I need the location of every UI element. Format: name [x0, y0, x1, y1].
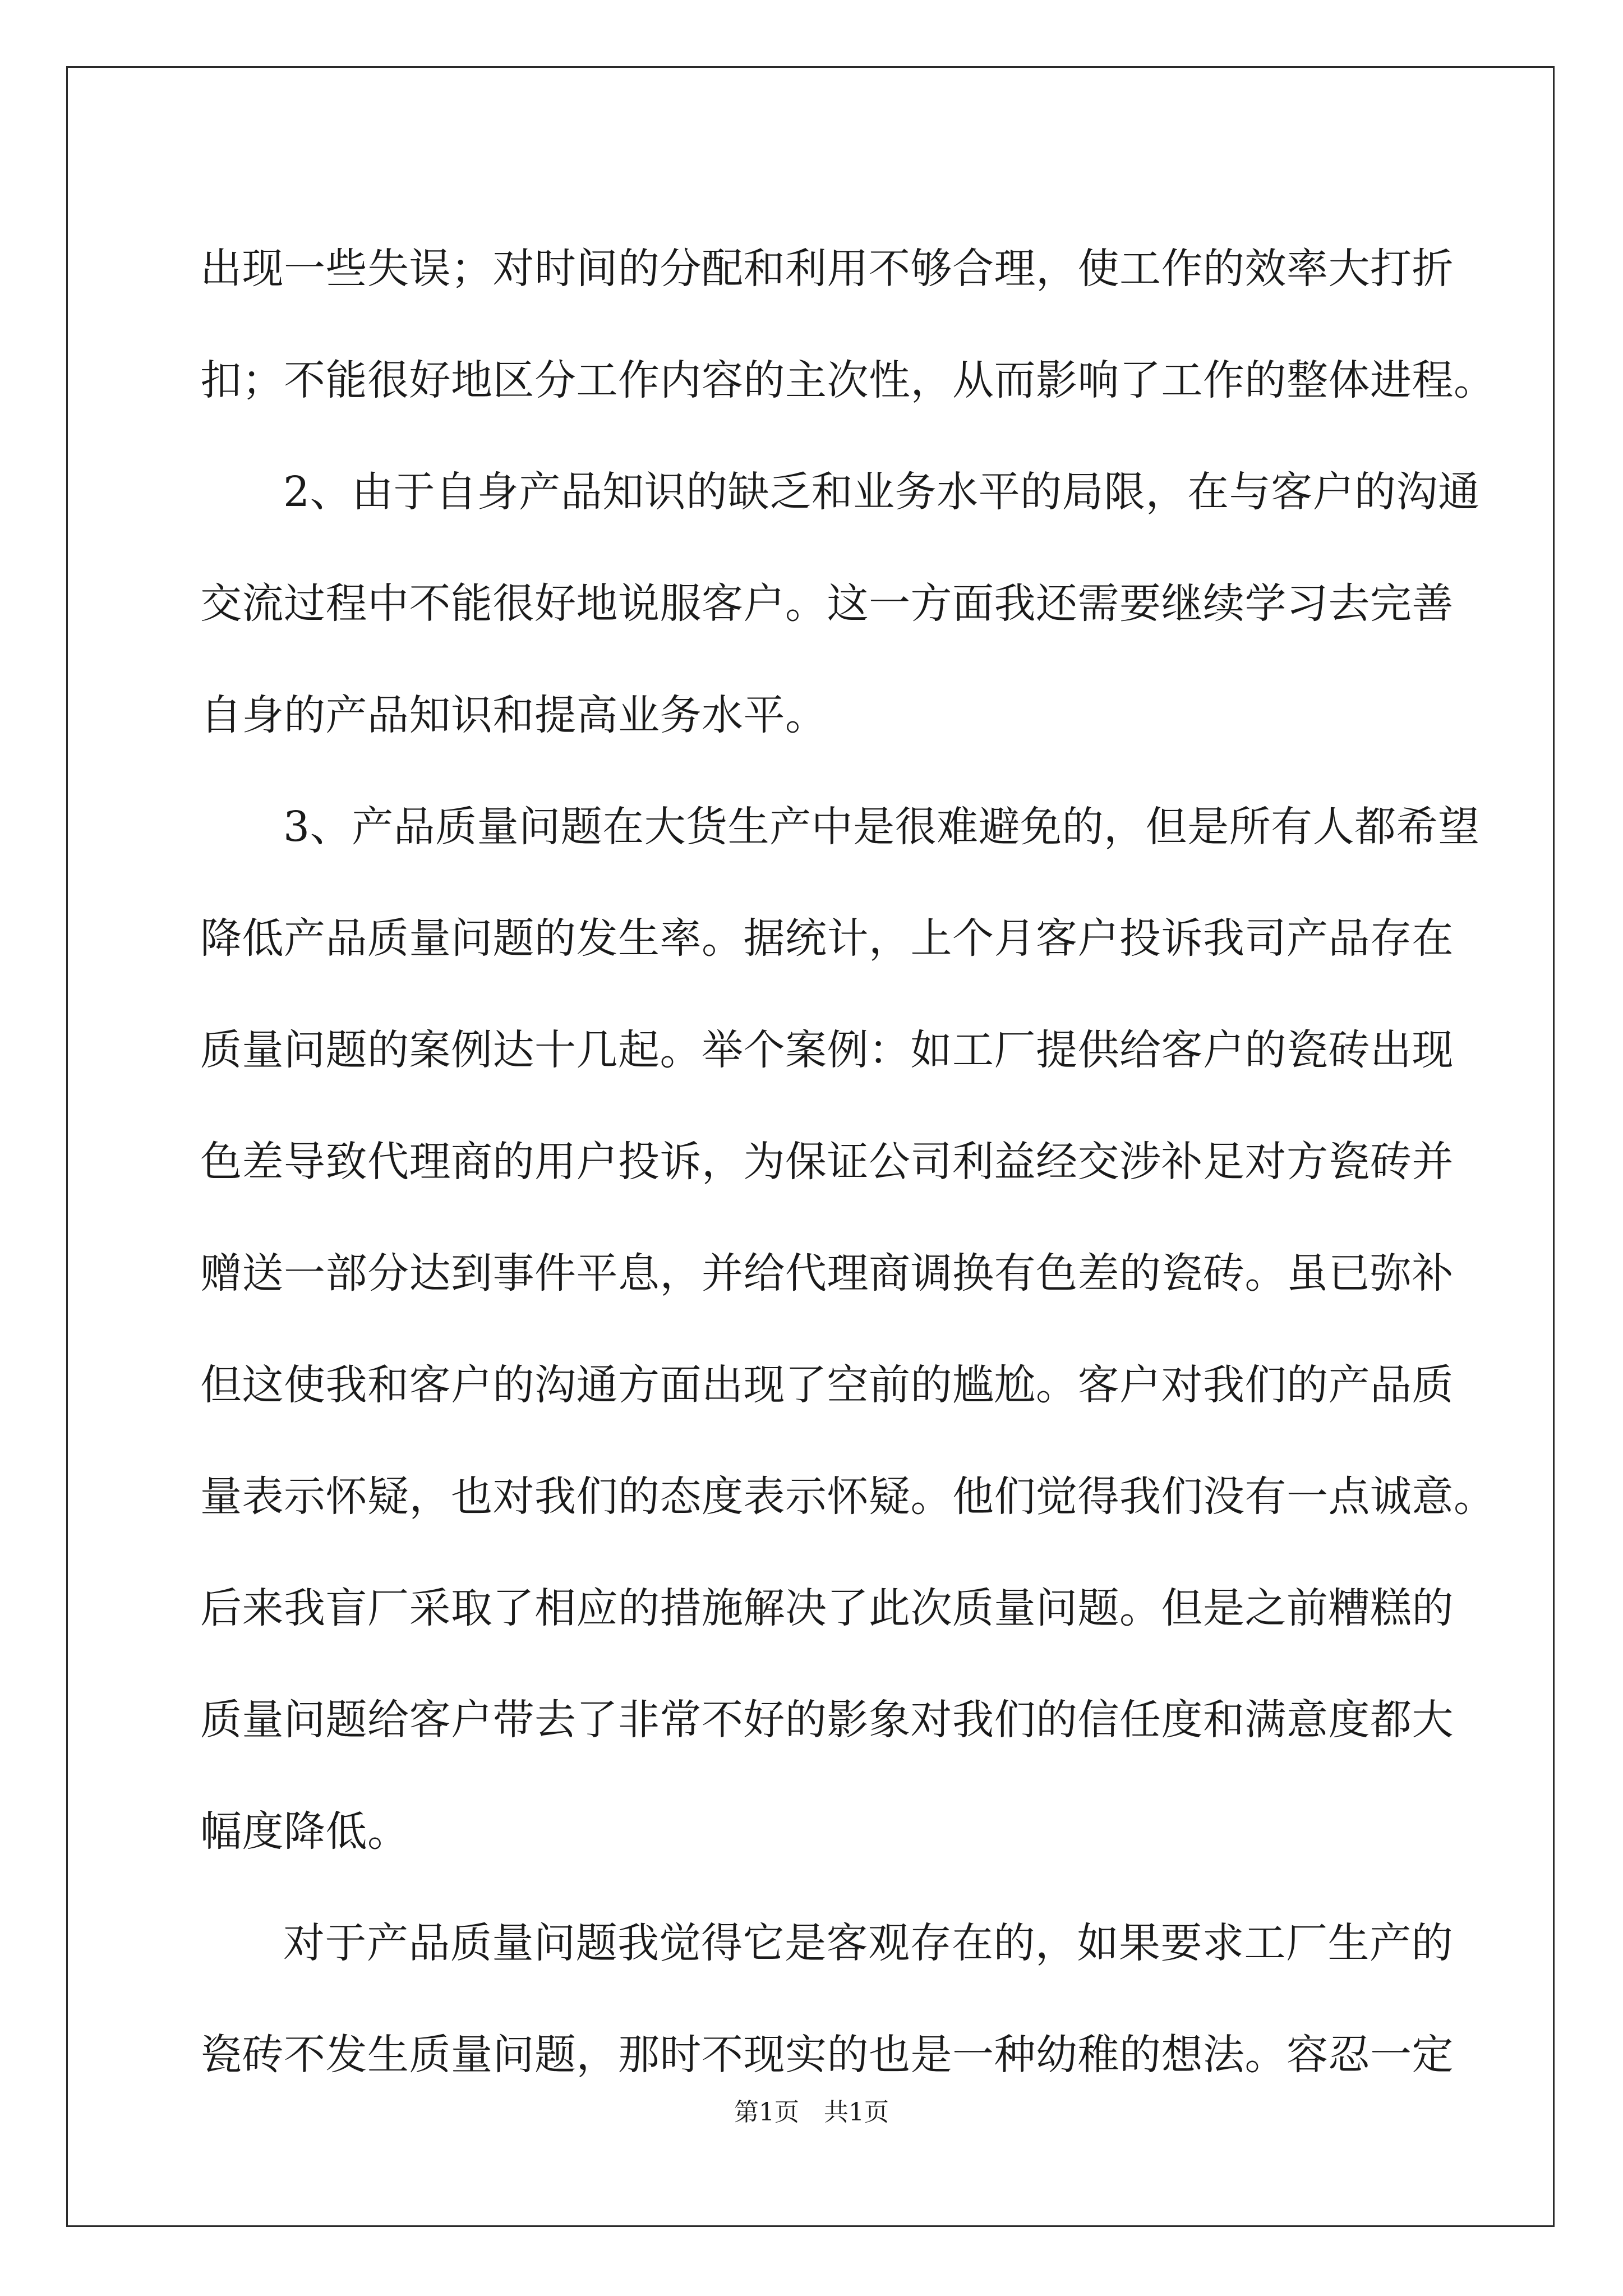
- text-line: 瓷砖不发生质量问题，那时不现实的也是一种幼稚的想法。容忍一定: [200, 2031, 1454, 2079]
- text-line: 量表示怀疑，也对我们的态度表示怀疑。他们觉得我们没有一点诚意。: [200, 1473, 1496, 1521]
- document-body: [200, 213, 1496, 2111]
- text-line: 自身的产品知识和提高业务水平。: [200, 691, 827, 739]
- text-line: 但这使我和客户的沟通方面出现了空前的尴尬。客户对我们的产品质: [200, 1361, 1454, 1409]
- text-line: 后来我盲厂采取了相应的措施解决了此次质量问题。但是之前糟糕的: [200, 1584, 1454, 1632]
- text-line: 幅度降低。: [200, 1807, 409, 1856]
- text-line: 交流过程中不能很好地说服客户。这一方面我还需要继续学习去完善: [200, 579, 1454, 628]
- text-line: 色差导致代理商的用户投诉，为保证公司利益经交涉补足对方瓷砖并: [200, 1138, 1454, 1186]
- text-line: 对于产品质量问题我觉得它是客观存在的，如果要求工厂生产的: [283, 1919, 1453, 1967]
- text-line: 扣；不能很好地区分工作内容的主次性，从而影响了工作的整体进程。: [200, 356, 1496, 404]
- text-line: 质量问题给客户带去了非常不好的影象对我们的信任度和满意度都大: [200, 1696, 1454, 1744]
- text-line: 质量问题的案例达十几起。举个案例：如工厂提供给客户的瓷砖出现: [200, 1026, 1454, 1074]
- text-line: 2、由于自身产品知识的缺乏和业务水平的局限，在与客户的沟通: [283, 468, 1480, 516]
- text-line: 降低产品质量问题的发生率。据统计，上个月客户投诉我司产品存在: [200, 914, 1454, 963]
- text-line: 赠送一部分达到事件平息，并给代理商调换有色差的瓷砖。虽已弥补: [200, 1249, 1454, 1297]
- page-footer: 第1页 共1页: [734, 2098, 889, 2127]
- text-line: 3、产品质量问题在大货生产中是很难避免的，但是所有人都希望: [283, 803, 1480, 851]
- text-line: 出现一些失误；对时间的分配和利用不够合理，使工作的效率大打折: [200, 245, 1454, 293]
